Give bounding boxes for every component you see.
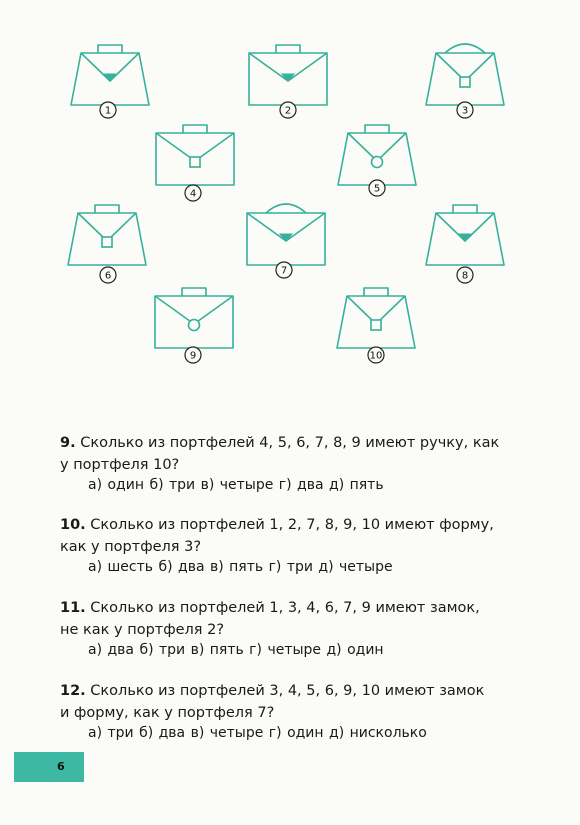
question-12 <box>60 680 510 724</box>
briefcase-figures-svg <box>0 0 580 400</box>
briefcase-3 <box>426 44 504 118</box>
figure-number-label: 1 <box>104 105 112 117</box>
briefcase-9 <box>155 288 233 363</box>
briefcase-10 <box>337 288 415 363</box>
briefcase-5 <box>338 125 416 196</box>
question-10 <box>60 514 510 558</box>
answer-options-9: а) один б) три в) четыре г) два д) пять <box>88 477 384 493</box>
figure-number-label: 7 <box>280 265 288 277</box>
question-number: 9. <box>60 435 76 451</box>
briefcase-figures <box>0 0 580 400</box>
briefcase-6 <box>68 205 146 283</box>
question-text-line1: Сколько из портфелей 3, 4, 5, 6, 9, 10 имеют замок <box>90 683 485 699</box>
briefcase-2 <box>249 45 327 118</box>
question-number: 10. <box>60 517 86 533</box>
figure-number-label: 3 <box>461 105 469 117</box>
figure-number-label: 4 <box>189 188 197 200</box>
question-11 <box>60 597 510 641</box>
answer-options-10: а) шесть б) два в) пять г) три д) четыре <box>88 559 393 575</box>
answer-options-12: а) три б) два в) четыре г) один д) нисколько <box>88 725 427 741</box>
question-text-line1: Сколько из портфелей 1, 2, 7, 8, 9, 10 имеют форму, <box>90 517 494 533</box>
question-number: 11. <box>60 600 86 616</box>
briefcase-8 <box>426 205 504 283</box>
question-text-line1: Сколько из портфелей 1, 3, 4, 6, 7, 9 имеют замок, <box>90 600 480 616</box>
figure-number-label: 5 <box>373 183 381 195</box>
question-text-line2: как у портфеля 3? <box>60 539 202 555</box>
figure-number-label: 9 <box>189 350 197 362</box>
question-number: 12. <box>60 683 86 699</box>
question-text-line2: у портфеля 10? <box>60 457 180 473</box>
page-number: 6 <box>57 760 65 773</box>
answer-options-11: а) два б) три в) пять г) четыре д) один <box>88 642 384 658</box>
question-9 <box>60 432 510 476</box>
figure-number-label: 2 <box>284 105 292 117</box>
figure-number-label: 10 <box>369 350 383 362</box>
briefcase-4 <box>156 125 234 201</box>
page-number-tab <box>14 752 84 782</box>
figure-number-label: 6 <box>104 270 112 282</box>
briefcase-1 <box>71 45 149 118</box>
question-text-line1: Сколько из портфелей 4, 5, 6, 7, 8, 9 имеют ручку, как <box>80 435 500 451</box>
question-text-line2: не как у портфеля 2? <box>60 622 225 638</box>
briefcase-7 <box>247 204 325 278</box>
figure-number-label: 8 <box>461 270 469 282</box>
question-text-line2: и форму, как у портфеля 7? <box>60 705 275 721</box>
